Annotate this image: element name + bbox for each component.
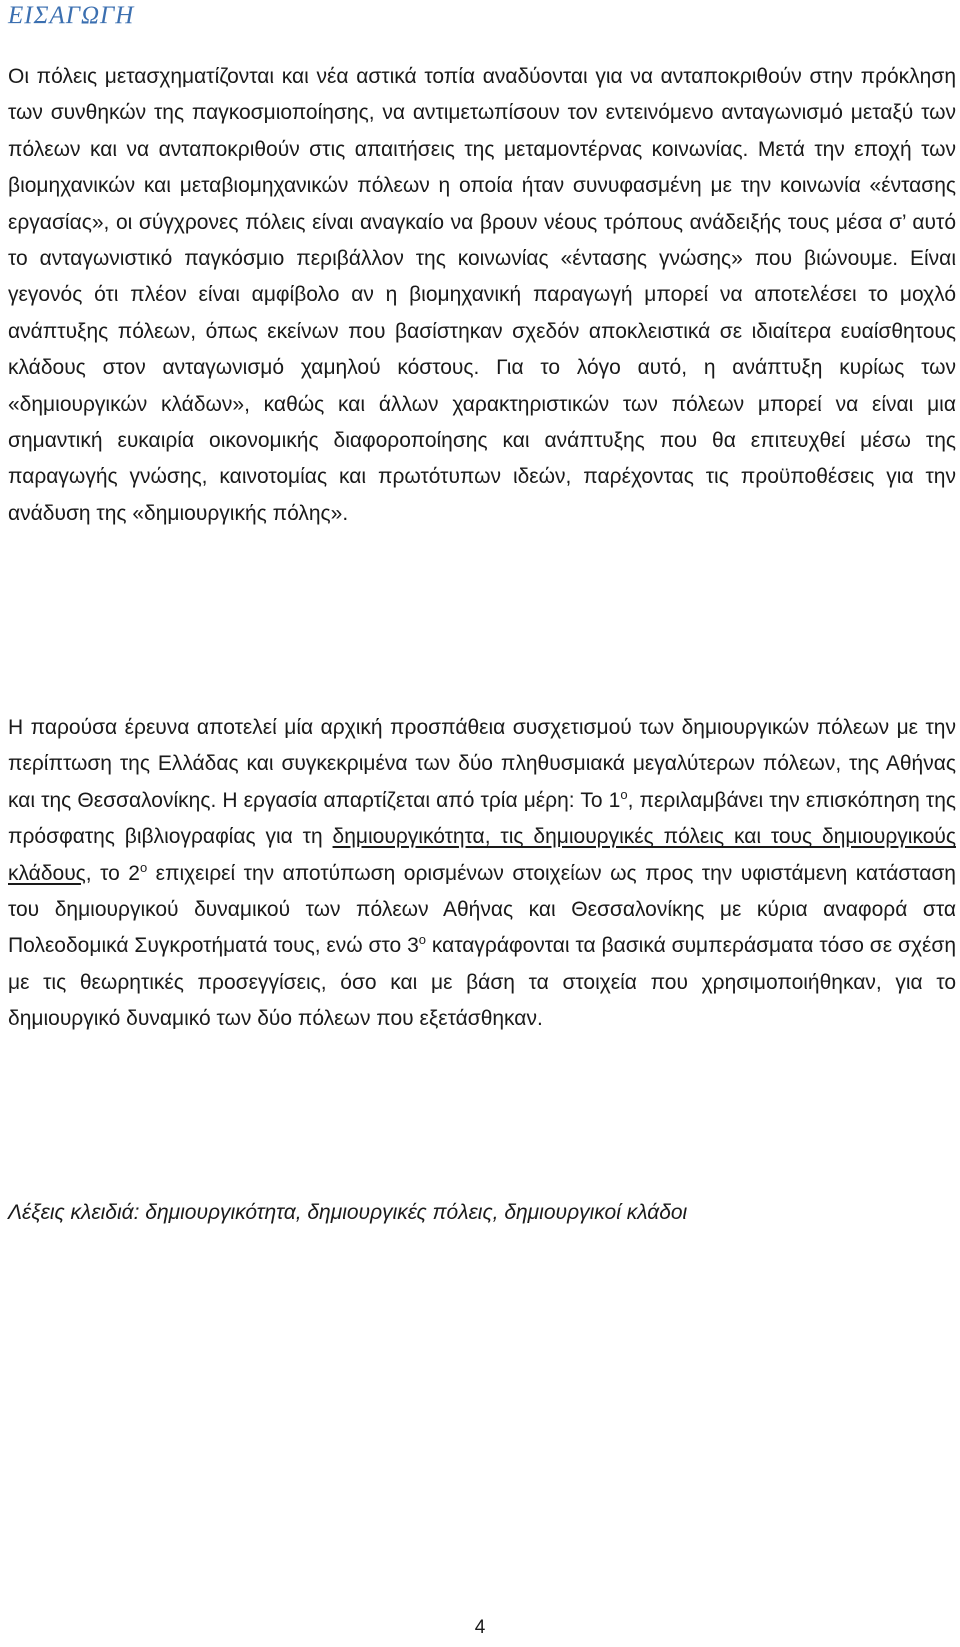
intro-paragraph-1: Οι πόλεις μετασχηματίζονται και νέα αστικά τοπία αναδύονται για να ανταποκριθούν στην πρόκληση των συνθηκών της παγκοσμιοποίησης, να αντιμετωπίσουν τον εντεινόμενο ανταγωνισμό μεταξύ των πόλεων και να ανταποκριθούν στις απαιτήσεις της μεταμοντέρνας κοινωνίας. Μετά την εποχή των βιομηχανικών και μεταβιομηχανικών πόλεων η οποία ήταν συνυφασμένη με την κοινωνία «έντασης εργασίας», οι σύγχρονες πόλεις είναι αναγκαίο να βρουν νέους τρόπους ανάδειξής τους μέσα σ’ αυτό το ανταγωνιστικό παγκόσμιο περιβάλλον της κοινωνίας «έντασης γνώσης» που βιώνουμε. Είναι γεγονός ότι πλέον είναι αμφίβολο αν η βιομηχανική παραγωγή μπορεί να αποτελέσει το μοχλό ανάπτυξης πόλεων, όπως εκείνων που βασίστηκαν σχεδόν αποκλειστικά σε ιδιαίτερα ευαίσθητους κλάδους στον ανταγωνισμό χαμηλού κόστους. Για το λόγο αυτό, η ανάπτυξη κυρίως των «δημιουργικών κλάδων», καθώς και άλλων χαρακτηριστικών των πόλεων μπορεί να είναι μια σημαντική ευκαιρία οικονομικής διαφοροποίησης και ανάπτυξης που θα επιτευχθεί μέσω της παραγωγής γνώσης, καινοτομίας και πρωτότυπων ιδεών, παρέχοντας τις προϋποθέσεις για την ανάδυση της «δημιουργικής πόλης». (8, 65, 956, 525)
underlined-topics: δημιουργικότητα, τις δημιουργικές πόλεις και τους δημιουργικούς κλάδους (8, 825, 956, 885)
paragraph-2-text: επιχειρεί την αποτύπωση ορισμένων στοιχείων ως προς την υφιστάμενη κατάσταση του δημιουργικού δυναμικού των πόλεων Αθήνας και Θεσσαλονίκης με κύρια αναφορά στα Πολεοδομικά Συγκροτήματά τους, ενώ στο 3 (8, 861, 956, 958)
page-number: 4 (474, 1617, 486, 1638)
paragraph-2-text: καταγράφονται τα βασικά συμπεράσματα τόσο σε σχέση με τις θεωρητικές προσεγγίσεις, όσο και με βάση τα στοιχεία που χρησιμοποιήθηκαν, για το δημιουργικό δυναμικό των δύο πόλεων που εξετάσθηκαν. (8, 934, 957, 1031)
ordinal-superscript: ο (139, 859, 148, 875)
ordinal-superscript: ο (418, 932, 426, 948)
keywords-line: Λέξεις κλειδιά: δημιουργικότητα, δημιουργικές πόλεις, δημιουργικοί κλάδοι (8, 1201, 688, 1224)
paragraph-2-text: Η παρούσα έρευνα αποτελεί μία αρχική προσπάθεια συσχετισμού των δημιουργικών πόλεων με την περίπτωση της Ελλάδας και συγκεκριμένα των δύο πληθυσμιακά μεγαλύτερων πόλεων, της Αθήνας και της Θεσσαλονίκης. Η εργασία απαρτίζεται από τρία μέρη: Το 1 (8, 716, 956, 812)
section-heading: ΕΙΣΑΓΩΓΗ (8, 2, 135, 29)
paragraph-2-text: , περιλαμβάνει την επισκόπηση της πρόσφατης βιβλιογραφίας για τη (8, 788, 956, 849)
intro-paragraph-2 (8, 710, 956, 1038)
ordinal-superscript: ο (620, 786, 628, 802)
paragraph-2-text: , το 2 (85, 861, 140, 885)
